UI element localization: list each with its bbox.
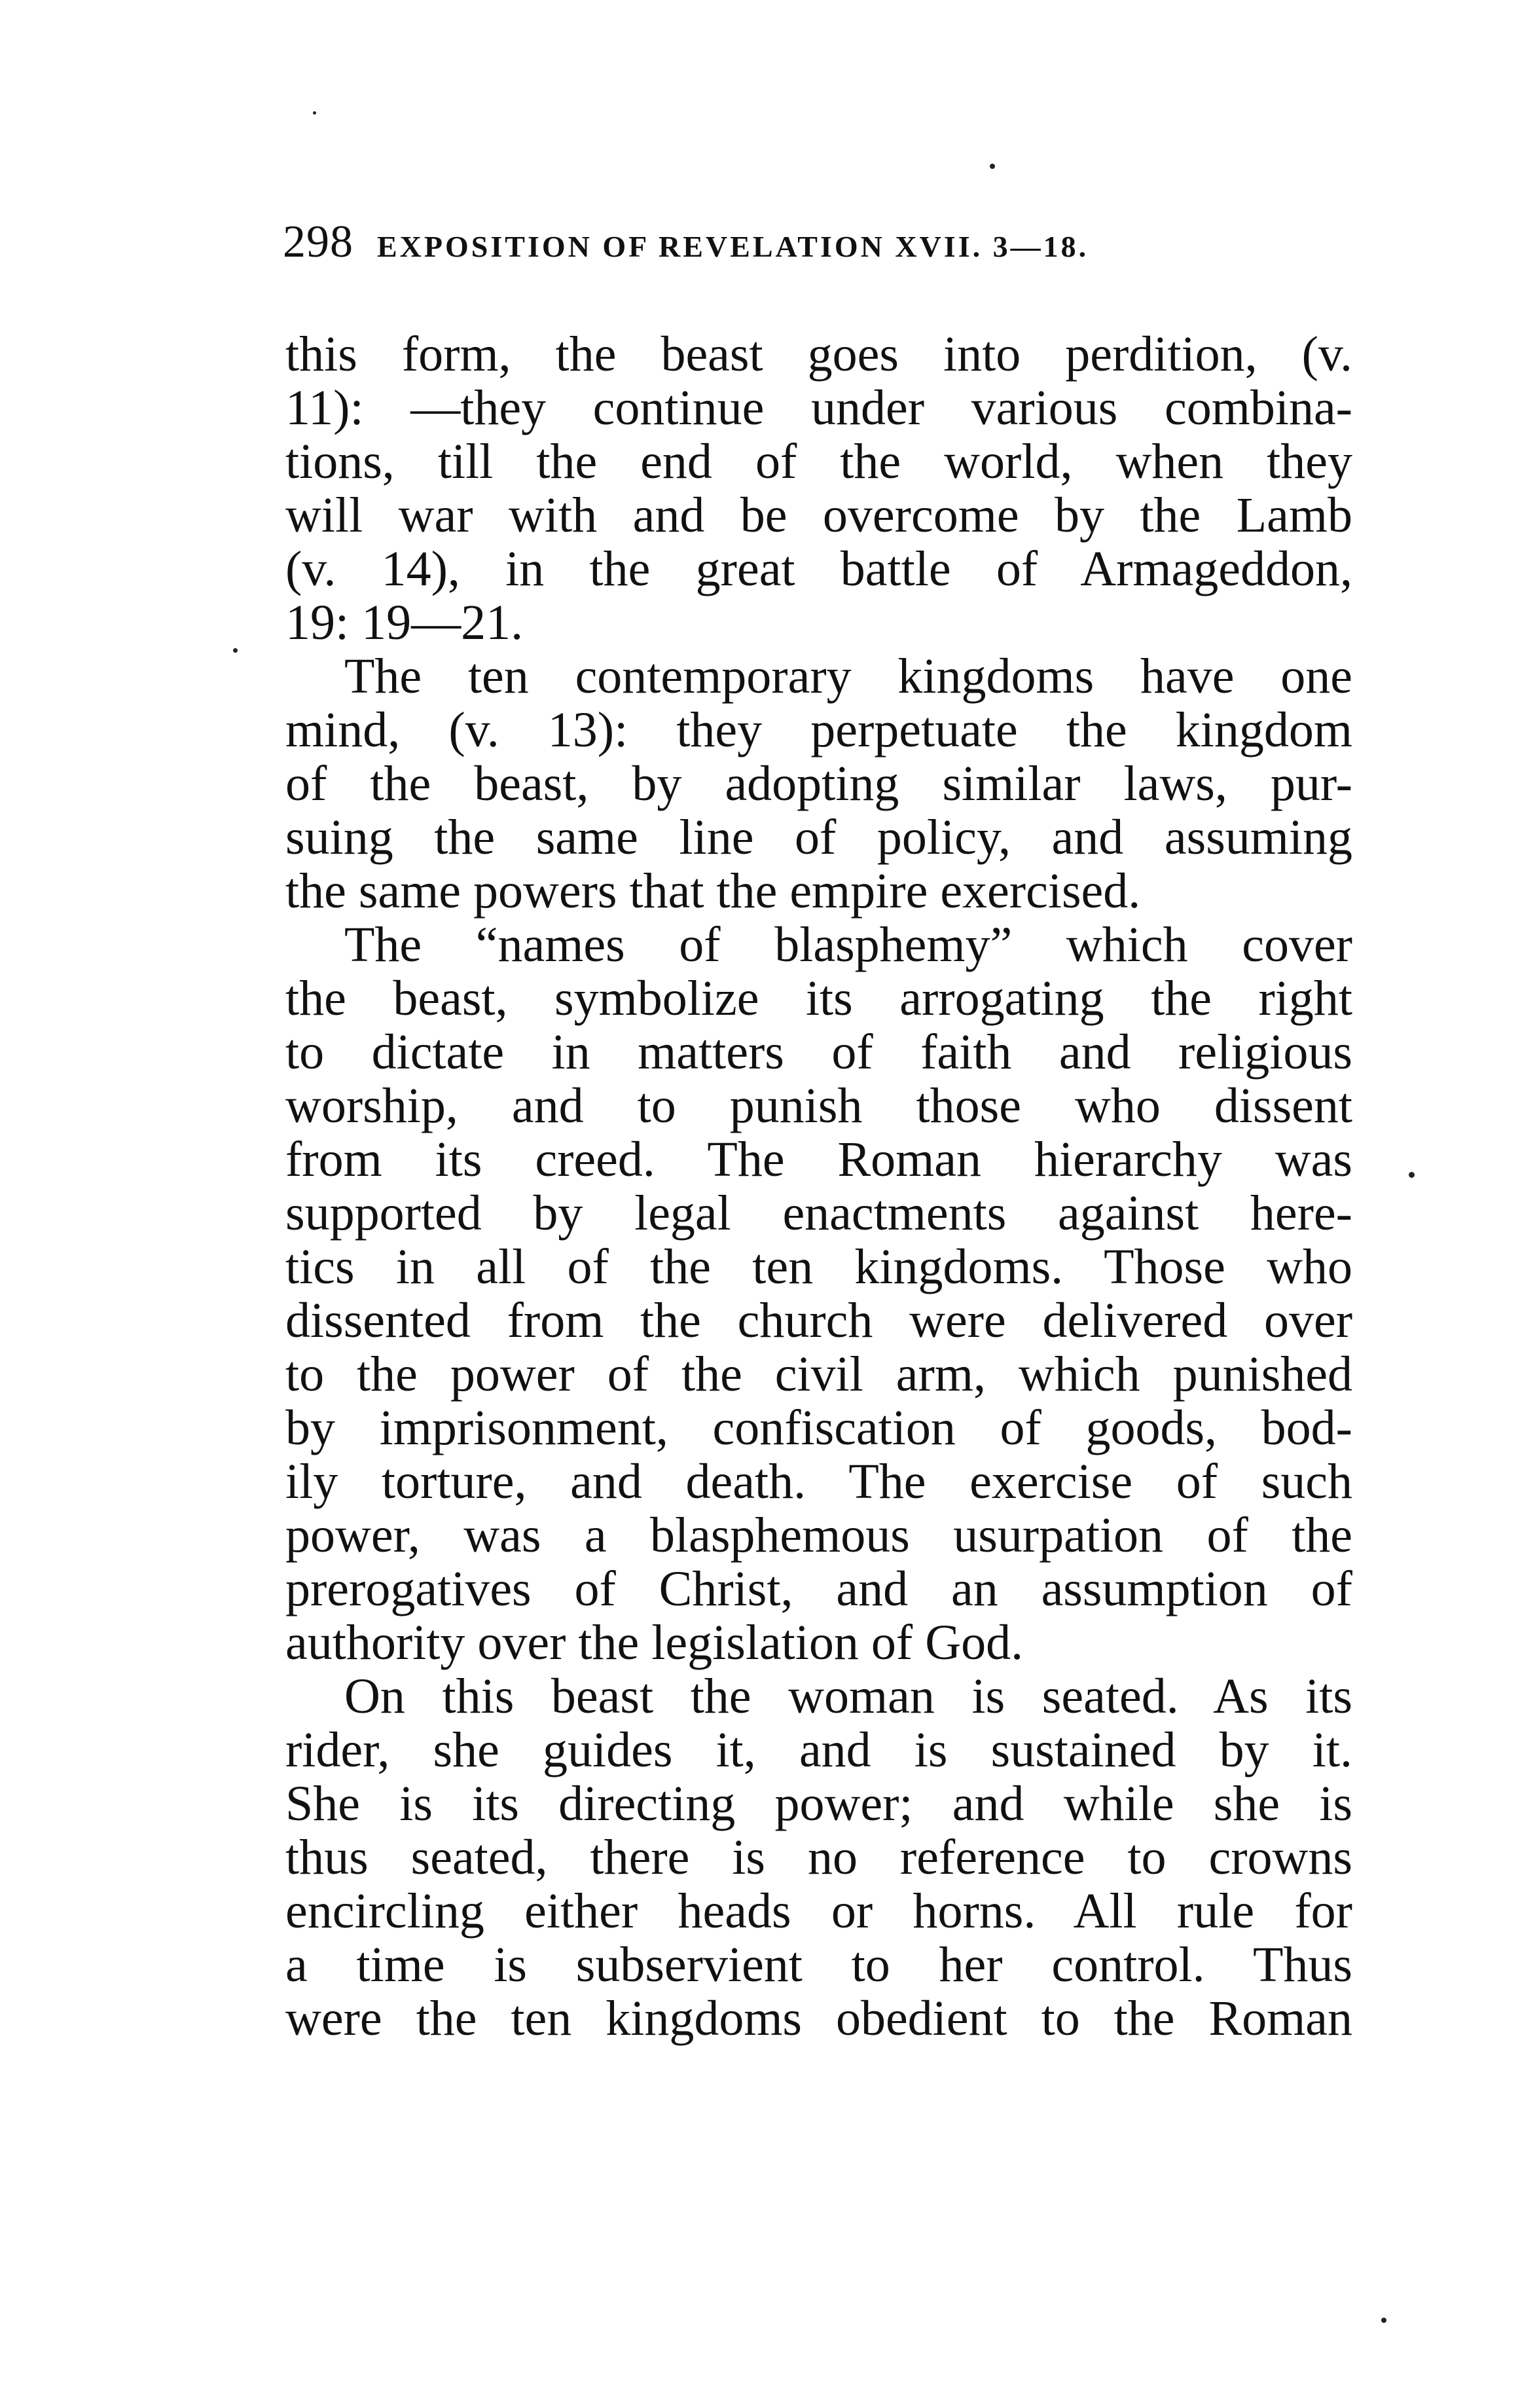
text-line: (v. 14), in the great battle of Armageddon, <box>285 541 1352 596</box>
text-line: mind, (v. 13): they perpetuate the kingdom <box>285 702 1352 757</box>
paragraph-start-line: The “names of blasphemy” which cover <box>344 917 1352 972</box>
text-line: power, was a blasphemous usurpation of the <box>285 1508 1352 1563</box>
text-line: ily torture, and death. The exercise of such <box>285 1454 1352 1509</box>
text-line: tions, till the end of the world, when they <box>285 434 1352 489</box>
text-line: to dictate in matters of faith and religious <box>285 1025 1352 1080</box>
scan-speck <box>1409 1172 1415 1178</box>
paragraph-start-line: The ten contemporary kingdoms have one <box>344 649 1352 704</box>
text-line: the same powers that the empire exercised. <box>285 864 1141 919</box>
text-line: encircling either heads or horns. All rule for <box>285 1884 1352 1939</box>
text-line: thus seated, there is no reference to crowns <box>285 1830 1352 1885</box>
page-number: 298 <box>283 217 353 267</box>
scan-speck <box>233 648 238 653</box>
text-line: were the ten kingdoms obedient to the Roman <box>285 1991 1352 2046</box>
text-line: will war with and be overcome by the Lamb <box>285 488 1352 543</box>
text-line: She is its directing power; and while she is <box>285 1776 1352 1831</box>
text-line: rider, she guides it, and is sustained by it. <box>285 1723 1352 1778</box>
running-head <box>283 216 1356 275</box>
text-line: this form, the beast goes into perdition, (v. <box>285 327 1352 382</box>
paragraph-start-line: On this beast the woman is seated. As its <box>344 1669 1352 1724</box>
scan-speck <box>990 164 995 169</box>
text-line: of the beast, by adopting similar laws, pur- <box>285 756 1352 811</box>
text-line: to the power of the civil arm, which punished <box>285 1347 1352 1402</box>
text-line: prerogatives of Christ, and an assumption of <box>285 1561 1352 1616</box>
body-text <box>285 327 1352 2045</box>
text-line: the beast, symbolize its arrogating the right <box>285 971 1352 1026</box>
text-line: a time is subservient to her control. Thus <box>285 1937 1352 1992</box>
text-line: 19: 19—21. <box>285 595 524 650</box>
text-line: supported by legal enactments against here- <box>285 1186 1352 1241</box>
scan-speck <box>1381 2318 1386 2323</box>
text-line: by imprisonment, confiscation of goods, bod- <box>285 1400 1352 1455</box>
text-line: dissented from the church were delivered over <box>285 1293 1352 1348</box>
text-line: tics in all of the ten kingdoms. Those who <box>285 1239 1352 1294</box>
text-line: from its creed. The Roman hierarchy was <box>285 1132 1352 1187</box>
running-title: EXPOSITION OF REVELATION XVII. 3—18. <box>377 230 1089 263</box>
scan-speck <box>313 111 316 115</box>
text-line: 11): —they continue under various combina- <box>285 380 1352 435</box>
text-line: worship, and to punish those who dissent <box>285 1078 1352 1133</box>
text-line: suing the same line of policy, and assuming <box>285 810 1352 865</box>
text-line: authority over the legislation of God. <box>285 1615 1024 1670</box>
